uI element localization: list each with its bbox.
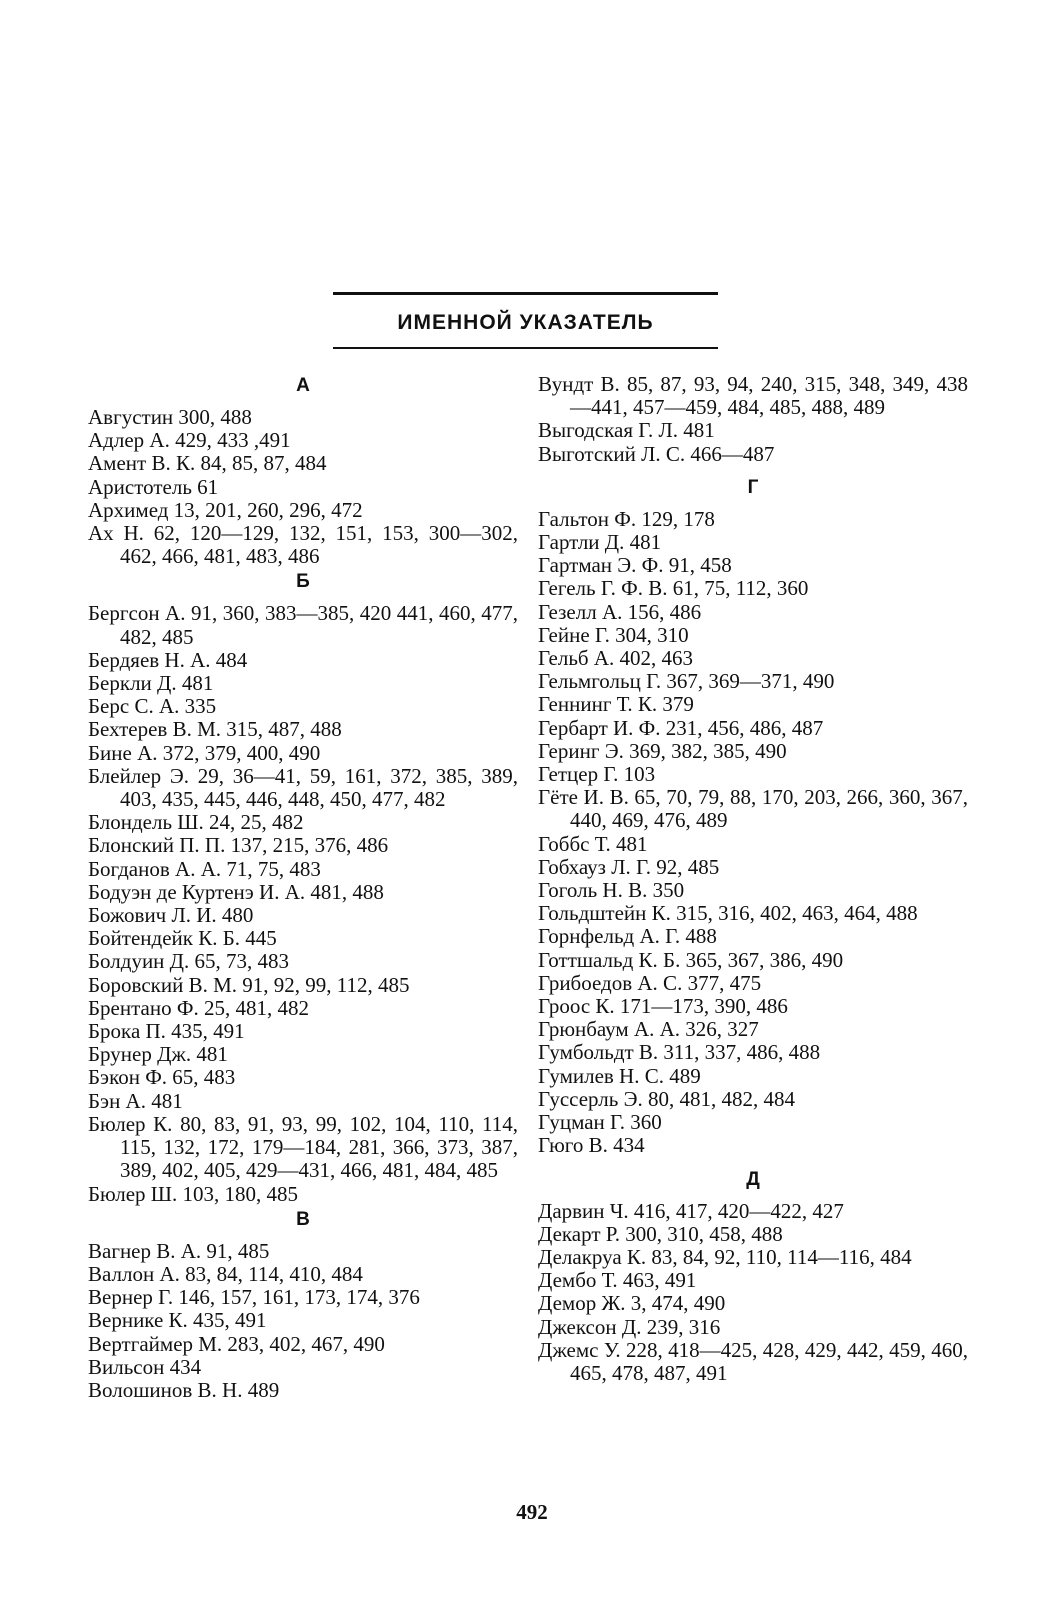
index-section [538,1168,968,1386]
index-entry: Брока П. 435, 491 [88,1019,245,1044]
title-bottom-rule [333,347,718,349]
index-section [88,1208,518,1402]
index-entry: Бэкон Ф. 65, 483 [88,1065,236,1090]
section-letter: Г [747,476,759,498]
index-entry: Горнфельд А. Г. 488 [538,924,717,949]
page-number: 492 [516,1500,548,1524]
index-entry: Брунер Дж. 481 [88,1042,228,1067]
index-section [538,373,968,466]
section-letter: А [296,375,310,396]
index-entry: Геннинг Т. К. 379 [538,692,694,717]
index-entry: Гербарт И. Ф. 231, 456, 486, 487 [538,715,824,740]
section-letter: Д [746,1168,760,1190]
index-section [538,476,968,1158]
index-entry: Вундт В. 85, 87, 93, 94, 240, 315, 348, 349, 438—441, 457—459, 484, 485, 488, 489 [538,372,968,420]
index-entry: Бине А. 372, 379, 400, 490 [88,740,321,765]
index-entry: Делакруа К. 83, 84, 92, 110, 114—116, 484 [538,1244,912,1269]
index-entry: Вильсон 434 [88,1354,202,1379]
index-entry: Амент В. К. 84, 85, 87, 484 [88,451,327,476]
index-entry: Гюго В. 434 [538,1133,645,1158]
index-entry: Гобхауз Л. Г. 92, 485 [538,854,720,879]
index-entry: Бойтендейк К. Б. 445 [88,926,277,951]
index-entry: Гумбольдт В. 311, 337, 486, 488 [538,1040,821,1065]
title-block [333,292,718,349]
index-entry: Гоголь Н. В. 350 [538,878,685,903]
index-entry: Августин 300, 488 [88,405,252,429]
index-entry: Блейлер Э. 29, 36—41, 59, 161, 372, 385, 389, 403, 435, 445, 446, 448, 450, 477, 482 [88,763,518,812]
index-entry: Вагнер В. А. 91, 485 [88,1238,270,1263]
index-entry: Берс С. А. 335 [88,694,217,719]
index-section [88,570,518,1205]
left-column [88,372,518,1402]
section-letter: Б [296,571,310,593]
index-entry: Гельб А. 402, 463 [538,646,694,671]
index-entry: Вертгаймер М. 283, 402, 467, 490 [88,1331,385,1356]
index-entry: Гоббс Т. 481 [538,831,648,856]
section-letter: В [296,1208,310,1230]
index-entry: Ах Н. 62, 120—129, 132, 151, 153, 300—302, 462, 466, 481, 483, 486 [88,521,518,569]
index-entry: Демор Ж. 3, 474, 490 [538,1291,726,1316]
index-entry: Бердяев Н. А. 484 [88,647,248,672]
index-entry: Гартман Э. Ф. 91, 458 [538,553,732,578]
index-entry: Гетцер Г. 103 [538,762,656,787]
index-entry: Гейне Г. 304, 310 [538,622,689,647]
index-entry: Богданов А. А. 71, 75, 483 [88,856,321,881]
index-entry: Божович Л. И. 480 [88,903,254,928]
index-entry: Дарвин Ч. 416, 417, 420—422, 427 [538,1198,844,1223]
index-entry: Боровский В. М. 91, 92, 99, 112, 485 [88,972,410,997]
index-entry: Дембо Т. 463, 491 [538,1268,697,1293]
index-entry: Вернер Г. 146, 157, 161, 173, 174, 376 [88,1285,420,1310]
index-entry: Бюлер К. 80, 83, 91, 93, 99, 102, 104, 110, 114, 115, 132, 172, 179—184, 281, 366, 373, 387, 389, 402, 405, 429—431, 466, 481, 484, 485 [88,1111,518,1183]
index-entry: Архимед 13, 201, 260, 296, 472 [88,497,363,522]
index-entry: Блонский П. П. 137, 215, 376, 486 [88,833,389,858]
index-entry: Гальтон Ф. 129, 178 [538,506,715,531]
index-entry: Волошинов В. Н. 489 [88,1377,280,1402]
index-entry: Бодуэн де Куртенэ И. А. 481, 488 [88,879,384,904]
index-entry: Гёте И. В. 65, 70, 79, 88, 170, 203, 266, 360, 367, 440, 469, 476, 489 [538,785,968,833]
index-entry: Готтшальд К. Б. 365, 367, 386, 490 [538,947,844,972]
index-entry: Гельмгольц Г. 367, 369—371, 490 [538,669,835,694]
index-entry: Грибоедов А. С. 377, 475 [538,970,762,995]
index-entry: Декарт Р. 300, 310, 458, 488 [538,1221,783,1246]
index-section [88,374,518,568]
index-entry: Бюлер Ш. 103, 180, 485 [88,1181,298,1206]
index-entry: Гуцман Г. 360 [538,1110,662,1135]
index-entry: Гартли Д. 481 [538,530,662,555]
index-entry: Беркли Д. 481 [88,671,214,696]
index-entry: Вернике К. 435, 491 [88,1308,267,1333]
index-entry: Блондель Ш. 24, 25, 482 [88,810,304,835]
index-entry: Болдуин Д. 65, 73, 483 [88,949,289,974]
index-entry: Брентано Ф. 25, 481, 482 [88,995,309,1020]
index-entry: Выготский Л. С. 466—487 [538,441,775,466]
index-entry: Гуссерль Э. 80, 481, 482, 484 [538,1086,795,1111]
right-column [538,373,968,1385]
index-entry: Бехтерев В. М. 315, 487, 488 [88,717,342,742]
index-entry: Геринг Э. 369, 382, 385, 490 [538,738,787,763]
index-entry: Гроос К. 171—173, 390, 486 [538,994,788,1019]
index-entry: Джексон Д. 239, 316 [538,1314,721,1339]
index-entry: Гезелл А. 156, 486 [538,599,702,624]
index-entry: Джемс У. 228, 418—425, 428, 429, 442, 459, 460, 465, 478, 487, 491 [538,1337,968,1385]
index-entry: Адлер А. 429, 433 ,491 [88,428,291,453]
index-entry: Гумилев Н. С. 489 [538,1063,701,1088]
index-entry: Грюнбаум А. А. 326, 327 [538,1017,759,1042]
index-entry: Бэн А. 481 [88,1088,183,1113]
index-entry: Выгодская Г. Л. 481 [538,418,715,443]
index-entry: Гегель Г. Ф. В. 61, 75, 112, 360 [538,576,809,601]
index-entry: Аристотель 61 [88,474,219,499]
index-entry: Бергсон А. 91, 360, 383—385, 420 441, 460, 477, 482, 485 [88,601,518,649]
index-entry: Гольдштейн К. 315, 316, 402, 463, 464, 488 [538,901,918,926]
page-title: ИМЕННОЙ УКАЗАТЕЛЬ [397,311,654,334]
index-entry: Валлон А. 83, 84, 114, 410, 484 [88,1261,363,1286]
